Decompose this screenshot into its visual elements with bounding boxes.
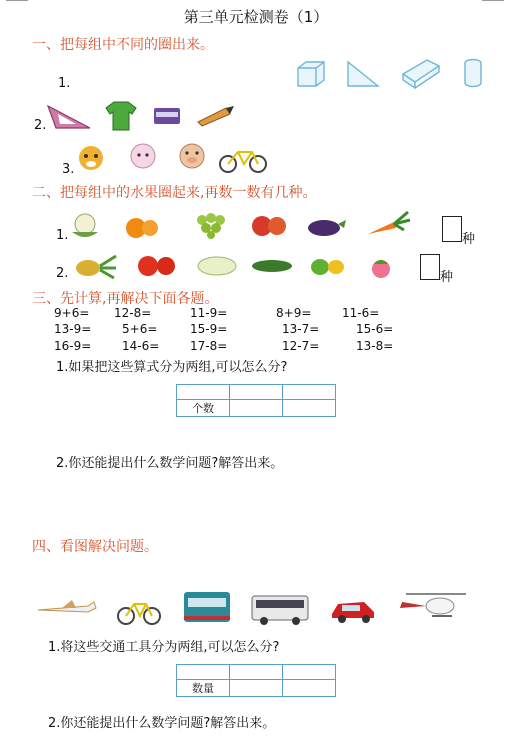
equation: 13-8= [356,339,394,353]
s2-row-2-answer-box[interactable] [420,254,440,280]
s2-row-2-unit: 种 [440,270,454,285]
equation: 11-6= [342,306,380,320]
section-1-heading: 一、把每组中不同的圈出来。 [32,37,214,53]
equation: 12-7= [282,339,320,353]
equation: 16-9= [54,339,92,353]
apple-icon [250,210,288,240]
table-cell[interactable] [283,665,336,680]
pencil-case-icon [152,104,182,128]
pencil-icon [196,104,236,126]
bicycle-icon [218,144,268,174]
orange-icon [124,212,160,240]
carrot-icon [364,208,412,240]
eggplant-icon [306,214,348,240]
top-rule-right [482,0,504,1]
s4-question-1: 1.将这些交通工具分为两组,可以怎么分? [48,640,280,655]
table-cell[interactable] [177,385,230,400]
equation: 14-6= [122,339,160,353]
table-cell[interactable] [230,385,283,400]
s1-row-2-label: 2. [34,118,47,133]
tomato-icon [136,252,178,278]
equation: 8+9= [276,306,312,320]
equation: 11-9= [190,306,228,320]
equation: 15-6= [356,322,394,336]
chinese-cabbage-icon [196,252,238,278]
cylinder-icon [463,58,483,88]
s3-grouping-table [176,384,336,417]
section-4-heading: 四、看图解决问题。 [32,539,158,555]
table-cell[interactable] [177,665,230,680]
section-3-heading: 三、先计算,再解决下面各题。 [32,291,219,307]
cuboid-icon [401,58,441,88]
table-cell[interactable] [283,680,336,697]
train-icon [182,590,232,626]
helicopter-icon [396,590,470,622]
cauliflower-icon [68,210,102,240]
equation: 12-8= [114,306,152,320]
page-title: 第三单元检测卷（1） [183,8,329,26]
peach-icon [366,254,396,280]
s2-row-1-unit: 种 [462,232,476,247]
table-cell[interactable] [283,385,336,400]
s1-row-3-label: 3. [62,162,75,177]
s4-question-2: 2.你还能提出什么数学问题?解答出来。 [48,716,276,731]
section-2-heading: 二、把每组中的水果圈起来,再数一数有几种。 [32,185,317,201]
cube-icon [296,60,326,88]
table-row-label: 个数 [177,400,230,417]
calf-toy-icon [74,142,108,176]
s4-grouping-table [176,664,336,697]
cucumber-icon [250,256,294,276]
pig-toy-icon [176,140,208,176]
s3-question-2: 2.你还能提出什么数学问题?解答出来。 [56,456,284,471]
table-cell[interactable] [230,400,283,417]
table-row-label: 数量 [177,680,230,697]
table-cell[interactable] [230,680,283,697]
s2-row-1-label: 1. [56,228,69,243]
s1-row-1-label: 1. [58,76,71,91]
car-icon [330,594,376,624]
s2-row-2-label: 2. [56,266,69,281]
sheep-toy-icon [128,140,158,176]
equation: 5+6= [122,322,158,336]
grapes-icon [192,208,230,240]
table-cell[interactable] [283,400,336,417]
bicycle-icon [116,594,162,626]
triangular-prism-icon [346,60,380,88]
equation: 13-7= [282,322,320,336]
bus-icon [250,594,310,626]
airplane-icon [36,598,98,618]
s3-question-1: 1.如果把这些算式分为两组,可以怎么分? [56,360,288,375]
t-shirt-icon [104,100,138,132]
equation: 13-9= [54,322,92,336]
equation: 15-9= [190,322,228,336]
equation: 17-8= [190,339,228,353]
pineapple-icon [72,250,118,280]
green-pepper-icon [308,254,348,278]
equation: 9+6= [54,306,90,320]
s2-row-1-answer-box[interactable] [442,216,462,242]
table-cell[interactable] [230,665,283,680]
top-rule-left [6,0,28,1]
set-square-icon [46,100,92,130]
